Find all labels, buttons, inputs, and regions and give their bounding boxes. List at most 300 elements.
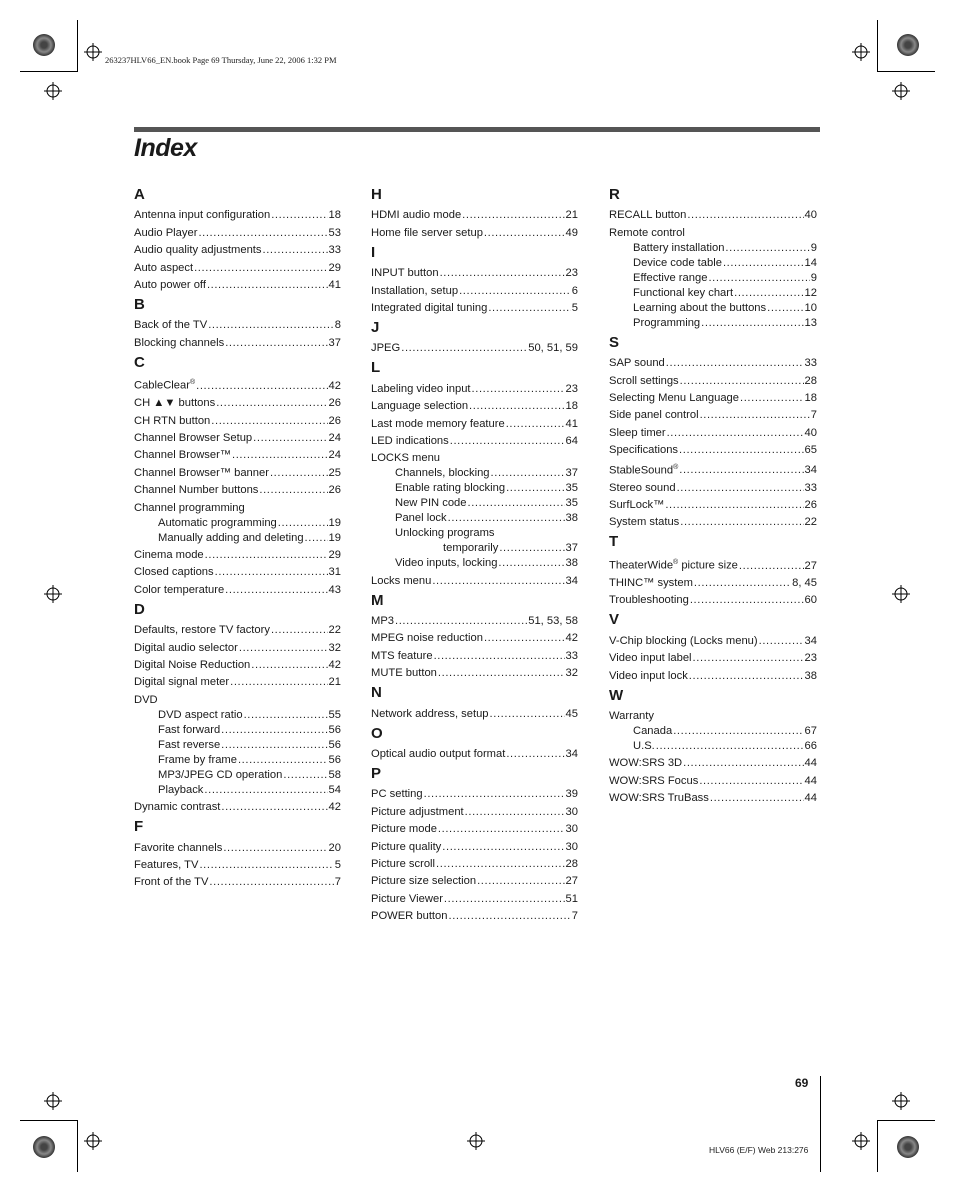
index-page-ref: 60	[804, 594, 817, 607]
index-page-ref: 14	[804, 256, 817, 269]
index-entry	[134, 336, 341, 350]
index-page-ref: 33	[328, 244, 341, 257]
index-page-ref: 26	[328, 414, 341, 427]
index-term: HDMI audio mode	[371, 209, 462, 222]
leader-dots	[490, 707, 565, 721]
leader-dots	[225, 336, 327, 350]
index-entry	[371, 399, 578, 413]
index-term: WOW:SRS TruBass	[609, 792, 709, 805]
index-page-ref: 33	[804, 481, 817, 494]
leader-dots	[444, 892, 565, 906]
index-page-ref: 8	[334, 319, 341, 332]
index-term: Channel Browser™	[134, 449, 232, 462]
index-term: WOW:SRS 3D	[609, 757, 683, 770]
index-term: Troubleshooting	[609, 594, 689, 607]
index-page-ref: 18	[804, 391, 817, 404]
index-page-ref: 45	[565, 707, 578, 720]
index-term: StableSound®	[609, 463, 679, 477]
leader-dots	[207, 278, 328, 292]
leader-dots	[687, 208, 803, 222]
page-number: 69	[795, 1076, 809, 1090]
leader-dots	[739, 559, 804, 573]
leader-dots	[198, 226, 327, 240]
index-page-ref: 33	[565, 649, 578, 662]
index-term: Automatic programming	[158, 516, 277, 529]
index-page-ref: 42	[328, 379, 341, 392]
leader-dots	[679, 443, 804, 457]
index-term: Home file server setup	[371, 226, 483, 239]
index-subentry	[134, 738, 341, 752]
index-letter-heading: M	[371, 591, 384, 609]
leader-dots	[442, 840, 564, 854]
index-entry	[371, 747, 578, 761]
print-footer: HLV66 (E/F) Web 213:276	[709, 1145, 809, 1155]
index-term: Installation, setup	[371, 284, 459, 297]
index-entry	[371, 822, 578, 836]
index-entry	[134, 858, 341, 872]
index-term: Manually adding and deleting	[158, 531, 304, 544]
leader-dots	[468, 496, 565, 510]
crosshair-icon	[852, 1132, 870, 1150]
leader-dots	[701, 316, 803, 330]
index-entry	[609, 593, 817, 607]
index-subentry	[609, 286, 817, 300]
index-entry	[609, 756, 817, 770]
crosshair-icon	[852, 43, 870, 61]
index-term: System status	[609, 516, 680, 529]
index-term: DVD	[134, 693, 158, 706]
crop-mark	[877, 20, 878, 72]
index-page-ref: 21	[328, 676, 341, 689]
leader-dots	[232, 448, 328, 462]
index-entry	[371, 208, 578, 222]
index-page-ref: 56	[328, 723, 341, 736]
index-letter-heading: C	[134, 353, 145, 371]
leader-dots	[725, 241, 809, 255]
leader-dots	[680, 515, 803, 529]
index-entry	[609, 481, 817, 495]
leader-dots	[484, 631, 565, 645]
leader-dots	[491, 466, 565, 480]
leader-dots	[506, 747, 564, 761]
index-term: Auto aspect	[134, 261, 194, 274]
index-column-1	[134, 182, 341, 889]
index-page-ref: 23	[565, 382, 578, 395]
index-term: Scroll settings	[609, 374, 679, 387]
index-term: Front of the TV	[134, 876, 209, 889]
index-term: Features, TV	[134, 858, 199, 871]
index-term: Closed captions	[134, 566, 214, 579]
index-term: RECALL button	[609, 209, 687, 222]
index-letter-heading: S	[609, 333, 620, 351]
leader-dots	[238, 753, 328, 767]
registration-rosette-bottom-right	[897, 1136, 919, 1158]
index-page-ref: 5	[571, 301, 578, 314]
index-term: Antenna input configuration	[134, 209, 271, 222]
leader-dots	[283, 768, 327, 782]
index-term: Specifications	[609, 444, 679, 457]
index-term: Picture scroll	[371, 857, 436, 870]
index-entry	[371, 341, 578, 355]
index-entry	[371, 614, 578, 628]
index-term: LOCKS menu	[371, 452, 441, 465]
index-term: Locks menu	[371, 574, 432, 587]
crosshair-icon	[84, 43, 102, 61]
index-page-ref: 64	[565, 434, 578, 447]
leader-dots	[667, 426, 804, 440]
index-term: CableClear®	[134, 379, 196, 392]
index-subentry	[134, 516, 341, 530]
index-page-ref: 27	[804, 559, 817, 572]
index-page-ref: 18	[328, 209, 341, 222]
leader-dots	[462, 208, 564, 222]
index-page-ref: 35	[565, 482, 578, 495]
index-page-ref: 24	[328, 432, 341, 445]
index-subentry	[371, 466, 578, 480]
index-page-ref: 19	[328, 516, 341, 529]
index-entry	[134, 376, 341, 393]
leader-dots	[194, 261, 327, 275]
index-term: Channels, blocking	[395, 467, 490, 480]
index-term: Auto power off	[134, 278, 206, 291]
crop-mark	[877, 1120, 935, 1121]
index-entry	[134, 641, 341, 655]
index-entry	[371, 266, 578, 280]
index-term: SurfLock™	[609, 499, 665, 512]
leader-dots	[221, 723, 327, 737]
index-entry	[609, 709, 817, 723]
leader-dots	[666, 356, 804, 370]
leader-dots	[204, 783, 327, 797]
index-term: Stereo sound	[609, 481, 676, 494]
index-page-ref: 25	[328, 466, 341, 479]
index-term: MPEG noise reduction	[371, 632, 483, 645]
index-page-ref: 42	[328, 801, 341, 814]
index-entry	[609, 791, 817, 805]
index-page-ref: 20	[328, 841, 341, 854]
index-page-ref: 65	[804, 444, 817, 457]
index-term: DVD aspect ratio	[158, 708, 243, 721]
index-subentry	[134, 768, 341, 782]
leader-dots	[251, 658, 327, 672]
index-entry	[134, 583, 341, 597]
index-page-ref: 12	[804, 286, 817, 299]
index-term: WOW:SRS Focus	[609, 774, 699, 787]
index-entry	[609, 208, 817, 222]
index-page-ref: 34	[804, 634, 817, 647]
crop-mark	[20, 1120, 78, 1121]
leader-dots	[438, 822, 565, 836]
index-subentry	[609, 271, 817, 285]
index-page-ref: 26	[804, 499, 817, 512]
index-subentry	[609, 256, 817, 270]
index-entry	[371, 666, 578, 680]
index-subentry	[134, 783, 341, 797]
index-term: TheaterWide® picture size	[609, 558, 738, 572]
index-entry	[134, 414, 341, 428]
index-page-ref: 58	[328, 768, 341, 781]
leader-dots	[230, 675, 327, 689]
index-term: Video input lock	[609, 669, 688, 682]
leader-dots	[253, 431, 327, 445]
index-letter-heading: A	[134, 186, 145, 203]
index-entry	[609, 391, 817, 405]
index-term: Color temperature	[134, 583, 225, 596]
index-entry	[371, 434, 578, 448]
leader-dots	[221, 738, 327, 752]
index-page-ref: 40	[804, 209, 817, 222]
index-page-ref: 38	[565, 557, 578, 570]
title-rule	[134, 127, 820, 132]
index-page-ref: 7	[334, 876, 341, 889]
index-entry	[609, 374, 817, 388]
index-letter-heading: V	[609, 611, 620, 629]
index-entry	[134, 261, 341, 275]
index-term: CH ▲▼ buttons	[134, 397, 216, 410]
index-term: Network address, setup	[371, 707, 489, 720]
crosshair-icon	[892, 1092, 910, 1110]
index-entry	[609, 408, 817, 422]
index-entry	[609, 356, 817, 370]
index-page-ref: 51	[565, 892, 578, 905]
index-letter-heading: W	[609, 686, 624, 704]
leader-dots	[305, 531, 328, 545]
index-entry	[134, 466, 341, 480]
index-page-ref: 9	[810, 241, 817, 254]
index-page-ref: 30	[565, 823, 578, 836]
leader-dots	[209, 875, 333, 889]
index-term: Channel programming	[134, 501, 245, 514]
leader-dots	[694, 576, 791, 590]
index-term: Cinema mode	[134, 548, 204, 561]
leader-dots	[424, 787, 565, 801]
index-page-ref: 44	[804, 792, 817, 805]
index-term: LED indications	[371, 434, 449, 447]
index-letter-heading: I	[371, 243, 376, 261]
leader-dots	[223, 841, 327, 855]
index-term: Channel Browser™ banner	[134, 466, 269, 479]
index-term: Back of the TV	[134, 319, 208, 332]
index-entry	[609, 426, 817, 440]
crop-mark	[20, 71, 78, 72]
index-term: Channel Number buttons	[134, 484, 259, 497]
index-page-ref: 50, 51, 59	[528, 342, 578, 355]
index-page-ref: 44	[804, 757, 817, 770]
index-term: POWER button	[371, 910, 448, 923]
index-entry	[371, 892, 578, 906]
leader-dots	[469, 399, 565, 413]
leader-dots	[690, 593, 804, 607]
index-term: JPEG	[371, 342, 401, 355]
index-page-ref: 37	[565, 542, 578, 555]
index-entry	[134, 548, 341, 562]
index-page-ref: 44	[804, 774, 817, 787]
index-entry	[371, 631, 578, 645]
index-subentry	[371, 556, 578, 570]
registration-rosette-bottom-left	[33, 1136, 55, 1158]
index-term: Audio Player	[134, 226, 198, 239]
index-entry	[134, 226, 341, 240]
index-term: Panel lock	[395, 512, 447, 525]
index-page-ref: 13	[804, 316, 817, 329]
index-entry	[134, 800, 341, 814]
leader-dots	[740, 391, 804, 405]
index-page-ref: 7	[571, 910, 578, 923]
leader-dots	[484, 226, 565, 240]
index-term: Fast forward	[158, 723, 221, 736]
index-entry	[371, 707, 578, 721]
index-term: Remote control	[609, 226, 685, 239]
leader-dots	[679, 463, 803, 477]
index-term: V-Chip blocking (Locks menu)	[609, 634, 758, 647]
index-subentry	[609, 739, 817, 753]
index-term: Effective range	[633, 271, 708, 284]
index-entry	[609, 515, 817, 529]
index-term: Side panel control	[609, 409, 699, 422]
index-term: Blocking channels	[134, 336, 225, 349]
leader-dots	[699, 774, 803, 788]
index-entry	[609, 443, 817, 457]
leader-dots	[244, 708, 328, 722]
index-page-ref: 21	[565, 209, 578, 222]
index-letter-heading: F	[134, 818, 144, 836]
index-entry	[134, 658, 341, 672]
index-page-ref: 26	[328, 484, 341, 497]
index-entry	[134, 278, 341, 292]
index-term: Enable rating blocking	[395, 482, 506, 495]
index-term: PC setting	[371, 788, 423, 801]
leader-dots	[680, 374, 804, 388]
leader-dots	[438, 666, 565, 680]
index-term: Audio quality adjustments	[134, 244, 262, 257]
leader-dots	[434, 649, 565, 663]
index-term: Sleep timer	[609, 426, 666, 439]
crosshair-icon	[44, 1092, 62, 1110]
index-page-ref: 49	[565, 226, 578, 239]
crosshair-icon	[467, 1132, 485, 1150]
leader-dots	[225, 583, 327, 597]
index-term: Battery installation	[633, 241, 725, 254]
crosshair-icon	[892, 82, 910, 100]
crosshair-icon	[84, 1132, 102, 1150]
leader-dots	[450, 434, 565, 448]
leader-dots	[216, 396, 327, 410]
index-subentry	[609, 316, 817, 330]
index-page-ref: 31	[328, 566, 341, 579]
index-page-ref: 51, 53, 58	[528, 615, 578, 628]
index-page-ref: 28	[565, 857, 578, 870]
index-term: Video inputs, locking	[395, 557, 498, 570]
index-entry	[609, 634, 817, 648]
leader-dots	[205, 548, 328, 562]
leader-dots	[211, 414, 327, 428]
index-term: Labeling video input	[371, 382, 471, 395]
index-column-3	[609, 182, 817, 805]
index-page-ref: 29	[328, 548, 341, 561]
index-entry	[134, 243, 341, 257]
index-term: MP3/JPEG CD operation	[158, 768, 283, 781]
index-term: Fast reverse	[158, 738, 221, 751]
index-term: Digital signal meter	[134, 676, 230, 689]
leader-dots	[465, 805, 565, 819]
index-entry	[134, 396, 341, 410]
index-page-ref: 35	[565, 497, 578, 510]
leader-dots	[734, 286, 803, 300]
index-page-ref: 5	[334, 858, 341, 871]
index-term: Device code table	[633, 256, 722, 269]
index-page-ref: 38	[804, 669, 817, 682]
index-entry	[371, 226, 578, 240]
index-term: New PIN code	[395, 497, 467, 510]
leader-dots	[689, 669, 804, 683]
leader-dots	[440, 266, 565, 280]
index-term: Optical audio output format	[371, 748, 506, 761]
index-term: Warranty	[609, 709, 654, 722]
index-term: Favorite channels	[134, 841, 223, 854]
crosshair-icon	[44, 585, 62, 603]
crop-mark	[820, 1076, 821, 1172]
index-subentry	[609, 301, 817, 315]
leader-dots	[278, 516, 328, 530]
index-page-ref: 10	[804, 301, 817, 314]
index-subentry	[609, 241, 817, 255]
index-term: Picture Viewer	[371, 892, 443, 905]
index-page-ref: 30	[565, 805, 578, 818]
leader-dots	[710, 791, 804, 805]
index-page-ref: 23	[804, 652, 817, 665]
index-page-ref: 19	[328, 531, 341, 544]
index-entry	[609, 461, 817, 478]
page-title: Index	[134, 134, 197, 162]
index-term: Picture size selection	[371, 875, 477, 888]
index-term: Picture mode	[371, 823, 437, 836]
index-entry	[134, 841, 341, 855]
index-entry	[134, 448, 341, 462]
leader-dots	[270, 466, 328, 480]
index-page-ref: 24	[328, 449, 341, 462]
crop-mark	[77, 1120, 78, 1172]
index-term: Picture adjustment	[371, 805, 464, 818]
index-entry	[609, 498, 817, 512]
leader-dots	[448, 511, 565, 525]
index-page-ref: 55	[328, 708, 341, 721]
index-entry	[371, 574, 578, 588]
index-page-ref: 32	[565, 667, 578, 680]
index-entry	[134, 208, 341, 222]
leader-dots	[665, 498, 803, 512]
index-term: MUTE button	[371, 667, 437, 680]
index-term: Frame by frame	[158, 753, 237, 766]
index-term: Integrated digital tuning	[371, 301, 488, 314]
crop-mark	[877, 71, 935, 72]
index-term: MP3	[371, 615, 395, 628]
crosshair-icon	[44, 82, 62, 100]
index-column-2	[371, 182, 578, 923]
index-entry	[371, 909, 578, 923]
leader-dots	[673, 724, 803, 738]
index-term: Learning about the buttons	[633, 301, 767, 314]
index-subentry	[134, 723, 341, 737]
index-page-ref: 56	[328, 738, 341, 751]
index-page-ref: 41	[565, 417, 578, 430]
leader-dots	[477, 874, 564, 888]
leader-dots	[196, 379, 327, 393]
index-entry	[371, 787, 578, 801]
index-page-ref: 53	[328, 226, 341, 239]
leader-dots	[259, 483, 327, 497]
index-subentry	[371, 496, 578, 510]
index-page-ref: 18	[565, 400, 578, 413]
